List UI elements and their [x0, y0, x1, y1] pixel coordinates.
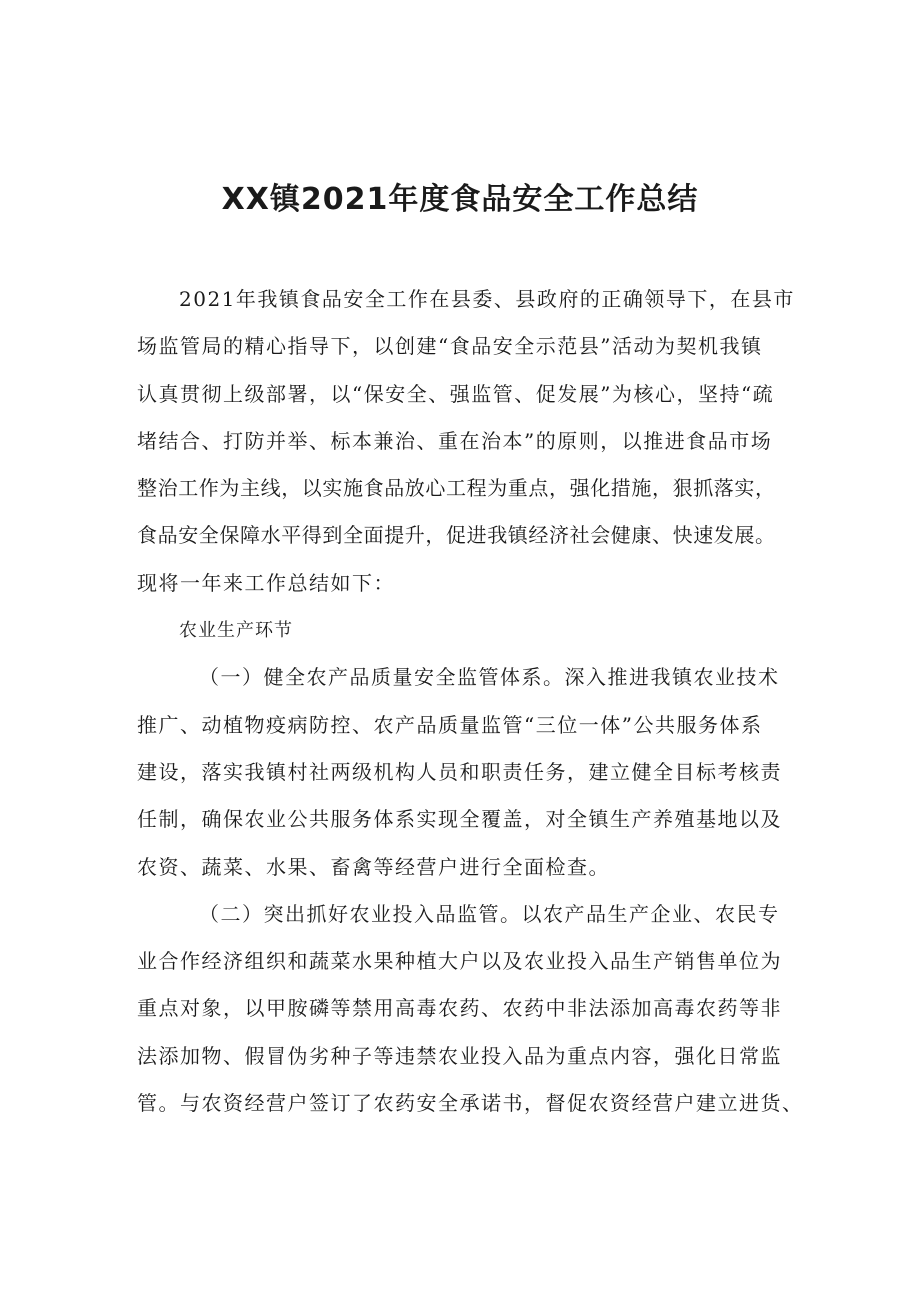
text-line: 农资、蔬菜、水果、畜禽等经营户进行全面检查。: [137, 854, 610, 879]
text-line: 整治工作为主线，以实施食品放心工程为重点，强化措施，狠抓落实，: [137, 476, 776, 501]
document-title: XX镇2021年度食品安全工作总结: [221, 182, 699, 217]
document-body: [137, 276, 804, 1127]
text-line: 堵结合、打防并举、标本兼治、重在治本”的原则，以推进食品市场: [137, 428, 773, 453]
text-line: （二）突出抓好农业投入品监管。以农产品生产企业、农民专: [199, 901, 780, 926]
text-line: 场监管局的精心指导下，以创建“食品安全示范县”活动为契机我镇: [137, 334, 763, 359]
text-line: 任制，确保农业公共服务体系实现全覆盖，对全镇生产养殖基地以及: [137, 807, 782, 832]
text-line: 认真贯彻上级部署，以“保安全、强监管、促发展”为核心，坚持“疏: [137, 381, 775, 406]
section-heading: 农业生产环节: [179, 620, 293, 642]
text-line: 食品安全保障水平得到全面提升，促进我镇经济社会健康、快速发展。: [137, 523, 776, 548]
text-line: 重点对象，以甲胺磷等禁用高毒农药、农药中非法添加高毒农药等非: [137, 996, 782, 1021]
text-line: 业合作经济组织和蔬菜水果种植大户以及农业投入品生产销售单位为: [137, 949, 782, 974]
text-line: 推广、动植物疫病防控、农产品质量监管“三位一体”公共服务体系: [137, 712, 763, 737]
text-line: 法添加物、假冒伪劣种子等违禁农业投入品为重点内容，强化日常监: [137, 1043, 782, 1068]
text-line: 2021年我镇食品安全工作在县委、县政府的正确领导下，在县市: [179, 287, 795, 311]
text-line: 现将一年来工作总结如下：: [137, 570, 395, 595]
text-line: 管。与农资经营户签订了农药安全承诺书，督促农资经营户建立进货、: [137, 1091, 804, 1116]
text-line: 建设，落实我镇村社两级机构人员和职责任务，建立健全目标考核责: [137, 759, 782, 784]
text-line: （一）健全农产品质量安全监管体系。深入推进我镇农业技术: [199, 665, 780, 690]
